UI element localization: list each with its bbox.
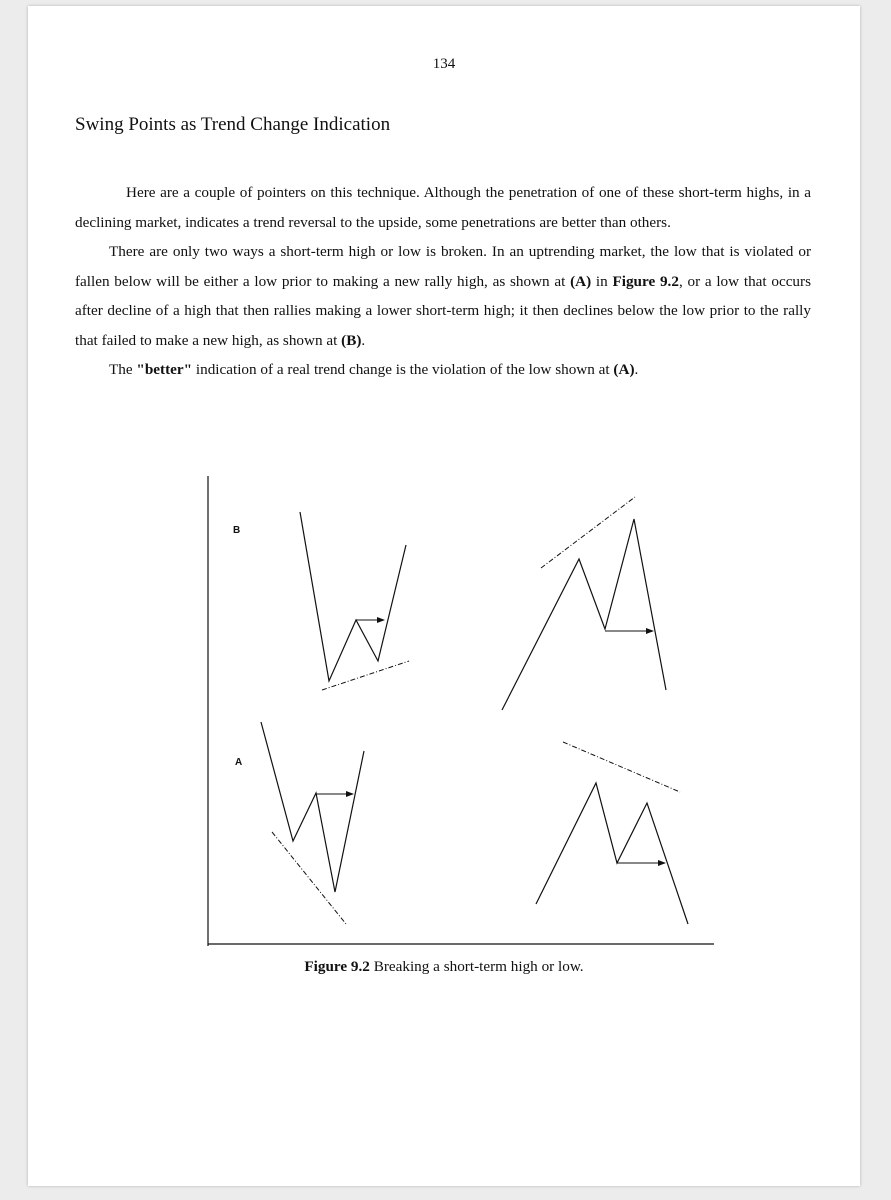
pattern-b-top — [502, 519, 666, 710]
trendline-b-bottom — [322, 661, 409, 690]
reference-a: (A) — [570, 272, 592, 290]
document-page — [28, 6, 860, 1186]
caption-text: Breaking a short-term high or low. — [369, 958, 584, 975]
paragraph-3-text-3: . — [634, 361, 639, 378]
figure-reference: Figure 9.2 — [612, 272, 679, 290]
better-emphasis: "better" — [136, 361, 193, 378]
paragraph-2-text-2: in — [591, 272, 613, 290]
trendline-a-bottom — [272, 832, 346, 924]
trendline-a-top — [563, 742, 680, 792]
paragraph-2-text-3: , or a low that occurs after decline of a high that then rallies making a lower short-term high; it then declines below the low prior to the rally that failed to make a new high, as shown at — [75, 272, 811, 349]
paragraph-3 — [75, 355, 811, 385]
trendline-b-top — [541, 497, 635, 568]
reference-a-2: (A) — [613, 361, 635, 378]
pattern-a-bottom — [261, 722, 364, 892]
section-heading: Swing Points as Trend Change Indication — [75, 114, 391, 135]
paragraph-2 — [75, 237, 811, 355]
figure-caption — [28, 958, 860, 976]
page-number: 134 — [432, 56, 456, 72]
figure-diagram — [206, 472, 714, 946]
label-b: B — [233, 525, 241, 536]
figure-9-2 — [206, 472, 714, 946]
reference-b: (B) — [341, 331, 362, 349]
paragraph-1: Here are a couple of pointers on this technique. Although the penetration of one of these short-term highs, in a declining market, indicates a trend reversal to the upside, some penetrations are better than others. — [75, 184, 811, 231]
body-text — [75, 178, 811, 385]
pattern-a-top — [536, 783, 688, 924]
paragraph-2-text-4: . — [361, 331, 366, 349]
paragraph-3-text-2: indication of a real trend change is the violation of the low shown at — [192, 361, 614, 378]
label-a: A — [235, 757, 243, 768]
caption-label: Figure 9.2 — [304, 958, 370, 975]
paragraph-3-text-1: The — [109, 361, 137, 378]
pattern-b-bottom — [300, 512, 406, 681]
paragraph-2-text-1: There are only two ways a short-term high or low is broken. In an uptrending market, the low that is violated or fallen below will be either a low prior to making a new rally high, as shown at — [75, 243, 811, 290]
